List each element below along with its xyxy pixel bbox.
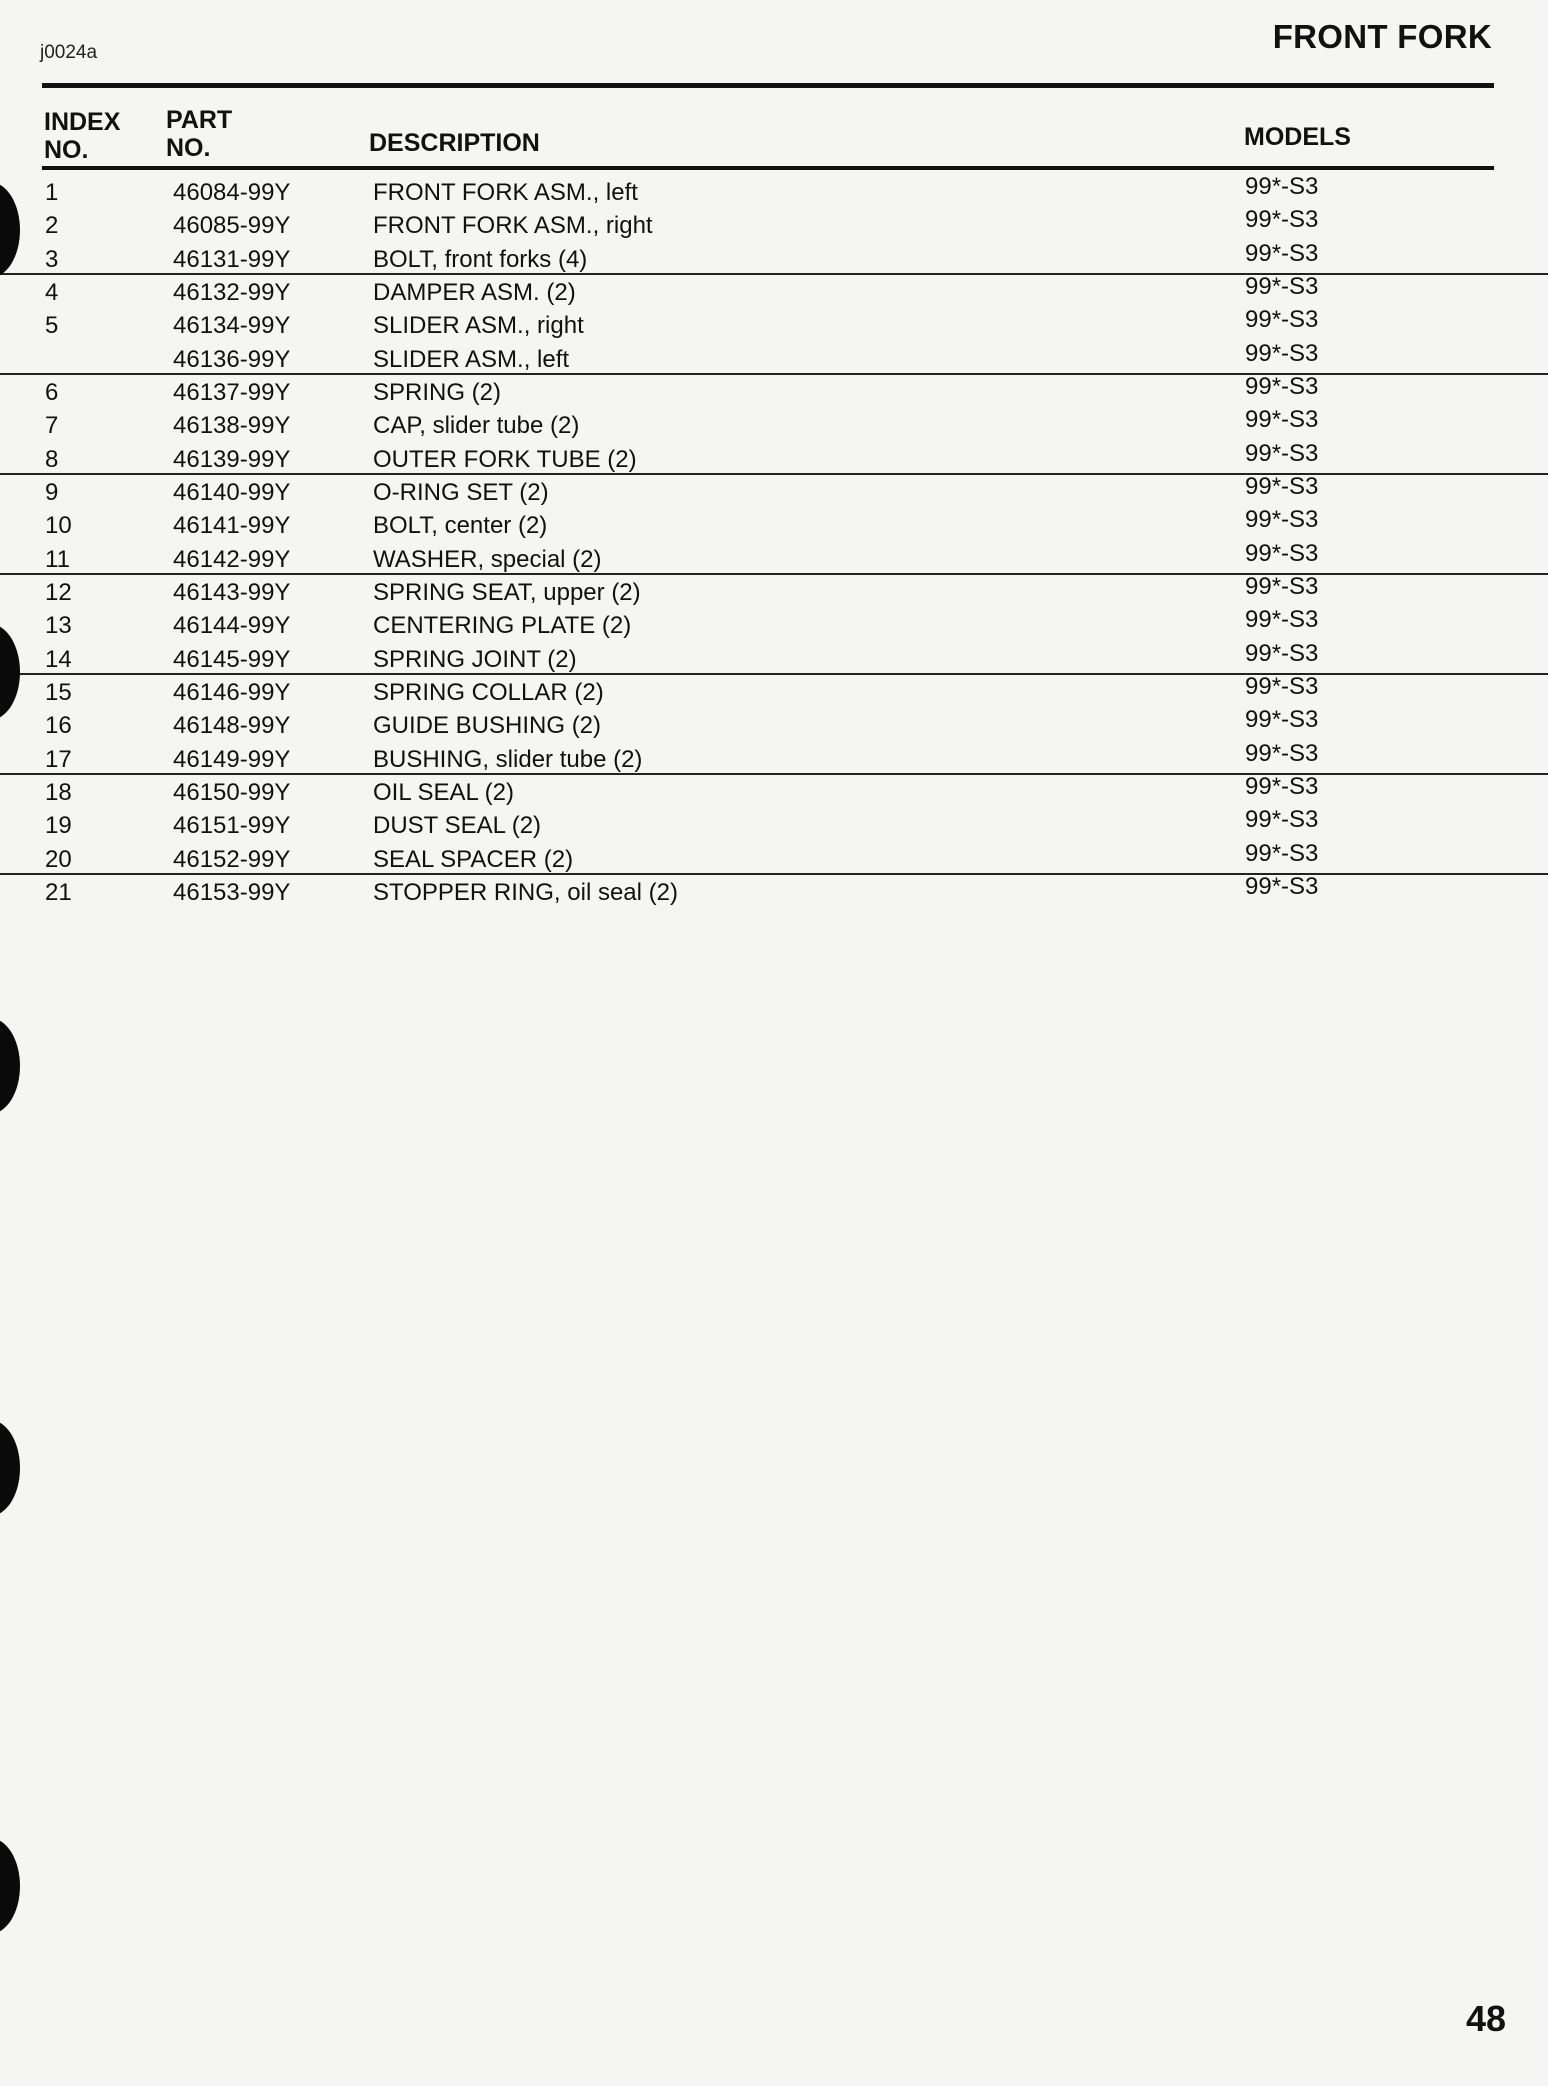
description-cell: SPRING SEAT, upper (2) [373, 578, 641, 606]
description-cell: BOLT, front forks (4) [373, 245, 588, 273]
description-cell: SPRING (2) [373, 378, 502, 406]
models-cell: 99*-S3 [1245, 706, 1319, 734]
models-cell: 99*-S3 [1245, 739, 1319, 767]
table-row [0, 508, 1548, 541]
index-cell: 8 [45, 445, 59, 473]
table-row [0, 539, 1548, 575]
table-row [0, 408, 1548, 441]
index-cell: 6 [45, 378, 59, 406]
column-header-index-line1: INDEX [44, 108, 121, 136]
description-cell: BOLT, center (2) [373, 512, 548, 540]
column-header-models: MODELS [1244, 123, 1351, 151]
description-cell: CAP, slider tube (2) [373, 412, 580, 440]
description-cell: CENTERING PLATE (2) [373, 612, 632, 640]
models-cell: 99*-S3 [1245, 272, 1319, 300]
index-cell: 15 [45, 678, 72, 706]
description-cell: FRONT FORK ASM., right [373, 212, 653, 240]
column-header-part-line2: NO. [166, 134, 211, 162]
index-cell: 12 [45, 578, 72, 606]
page-code: j0024a [40, 42, 98, 63]
column-header-description: DESCRIPTION [369, 129, 540, 157]
description-cell: SEAL SPACER (2) [373, 845, 574, 873]
models-cell: 99*-S3 [1245, 539, 1319, 567]
table-row [0, 608, 1548, 641]
description-cell: SPRING COLLAR (2) [373, 678, 604, 706]
part-number-cell: 46149-99Y [173, 745, 291, 773]
index-cell: 3 [45, 245, 59, 273]
part-number-cell: 46144-99Y [173, 612, 291, 640]
table-row [0, 239, 1548, 275]
description-cell: DAMPER ASM. (2) [373, 278, 576, 306]
description-cell: DUST SEAL (2) [373, 812, 542, 840]
models-cell: 99*-S3 [1245, 506, 1319, 534]
description-cell: FRONT FORK ASM., left [373, 179, 638, 206]
page-number: 48 [1465, 1998, 1506, 2039]
table-row [0, 175, 1548, 208]
models-cell: 99*-S3 [1245, 406, 1319, 434]
column-header-index-line2: NO. [44, 136, 89, 164]
index-cell: 16 [45, 712, 72, 740]
table-row [0, 708, 1548, 741]
description-cell: OUTER FORK TUBE (2) [373, 445, 637, 473]
part-number-cell: 46136-99Y [173, 345, 291, 373]
table-row [0, 272, 1548, 308]
section-title: FRONT FORK [1272, 18, 1492, 55]
part-number-cell: 46148-99Y [173, 712, 291, 740]
table-row [0, 639, 1548, 675]
part-number-cell: 46153-99Y [173, 878, 291, 906]
part-number-cell: 46140-99Y [173, 478, 291, 506]
binder-hole [0, 1838, 20, 1934]
header-rule [42, 83, 1494, 88]
table-row [0, 839, 1548, 875]
table-row [0, 439, 1548, 475]
models-cell: 99*-S3 [1245, 872, 1319, 900]
models-cell: 99*-S3 [1245, 672, 1319, 700]
table-row [0, 372, 1548, 408]
column-header-rule [42, 166, 1494, 170]
part-number-cell: 46150-99Y [173, 778, 291, 806]
description-cell: SLIDER ASM., right [373, 312, 584, 340]
part-number-cell: 46132-99Y [173, 278, 291, 306]
part-number-cell: 46151-99Y [173, 812, 291, 840]
models-cell: 99*-S3 [1245, 173, 1319, 200]
column-header-part [166, 106, 232, 162]
description-cell: O-RING SET (2) [373, 478, 549, 506]
models-cell: 99*-S3 [1245, 572, 1319, 600]
description-cell: SPRING JOINT (2) [373, 645, 577, 673]
table-row [0, 572, 1548, 608]
index-cell: 9 [45, 478, 59, 506]
description-cell: WASHER, special (2) [373, 545, 602, 573]
part-number-cell: 46131-99Y [173, 245, 291, 273]
models-cell: 99*-S3 [1245, 206, 1319, 234]
models-cell: 99*-S3 [1245, 372, 1319, 400]
table-row [0, 339, 1548, 375]
description-cell: OIL SEAL (2) [373, 778, 514, 806]
index-cell: 5 [45, 312, 59, 340]
index-cell: 19 [45, 812, 72, 840]
models-cell: 99*-S3 [1245, 606, 1319, 634]
index-cell: 7 [45, 412, 59, 440]
part-number-cell: 46145-99Y [173, 645, 291, 673]
column-header-index [44, 108, 120, 164]
description-cell: BUSHING, slider tube (2) [373, 745, 643, 773]
index-cell: 20 [45, 845, 72, 873]
description-cell: GUIDE BUSHING (2) [373, 712, 602, 740]
index-cell: 13 [45, 612, 72, 640]
index-cell: 14 [45, 645, 72, 673]
part-number-cell: 46142-99Y [173, 545, 291, 573]
models-cell: 99*-S3 [1245, 339, 1319, 367]
part-number-cell: 46134-99Y [173, 312, 291, 340]
index-cell: 1 [45, 179, 59, 206]
models-cell: 99*-S3 [1245, 806, 1319, 834]
parts-table [0, 175, 1548, 908]
models-cell: 99*-S3 [1245, 839, 1319, 867]
table-row [0, 739, 1548, 775]
part-number-cell: 46085-99Y [173, 212, 291, 240]
index-cell: 10 [45, 512, 72, 540]
index-cell: 17 [45, 745, 72, 773]
models-cell: 99*-S3 [1245, 472, 1319, 500]
part-number-cell: 46084-99Y [173, 179, 291, 206]
index-cell: 4 [45, 278, 59, 306]
index-cell: 21 [45, 878, 72, 906]
part-number-cell: 46138-99Y [173, 412, 291, 440]
column-header-part-line1: PART [166, 106, 233, 134]
table-row [0, 308, 1548, 341]
part-number-cell: 46143-99Y [173, 578, 291, 606]
description-cell: SLIDER ASM., left [373, 345, 570, 373]
table-row [0, 772, 1548, 808]
models-cell: 99*-S3 [1245, 772, 1319, 800]
part-number-cell: 46146-99Y [173, 678, 291, 706]
index-cell: 2 [45, 212, 59, 240]
part-number-cell: 46152-99Y [173, 845, 291, 873]
part-number-cell: 46137-99Y [173, 378, 291, 406]
description-cell: STOPPER RING, oil seal (2) [373, 878, 678, 906]
table-row [0, 872, 1548, 908]
part-number-cell: 46139-99Y [173, 445, 291, 473]
models-cell: 99*-S3 [1245, 239, 1319, 267]
table-row [0, 208, 1548, 241]
index-cell: 18 [45, 778, 72, 806]
models-cell: 99*-S3 [1245, 639, 1319, 667]
models-cell: 99*-S3 [1245, 306, 1319, 334]
table-row [0, 472, 1548, 508]
models-cell: 99*-S3 [1245, 439, 1319, 467]
table-row [0, 672, 1548, 708]
table-row [0, 808, 1548, 841]
index-cell: 11 [45, 545, 70, 573]
binder-hole [0, 1420, 20, 1516]
binder-hole [0, 1018, 20, 1114]
part-number-cell: 46141-99Y [173, 512, 291, 540]
